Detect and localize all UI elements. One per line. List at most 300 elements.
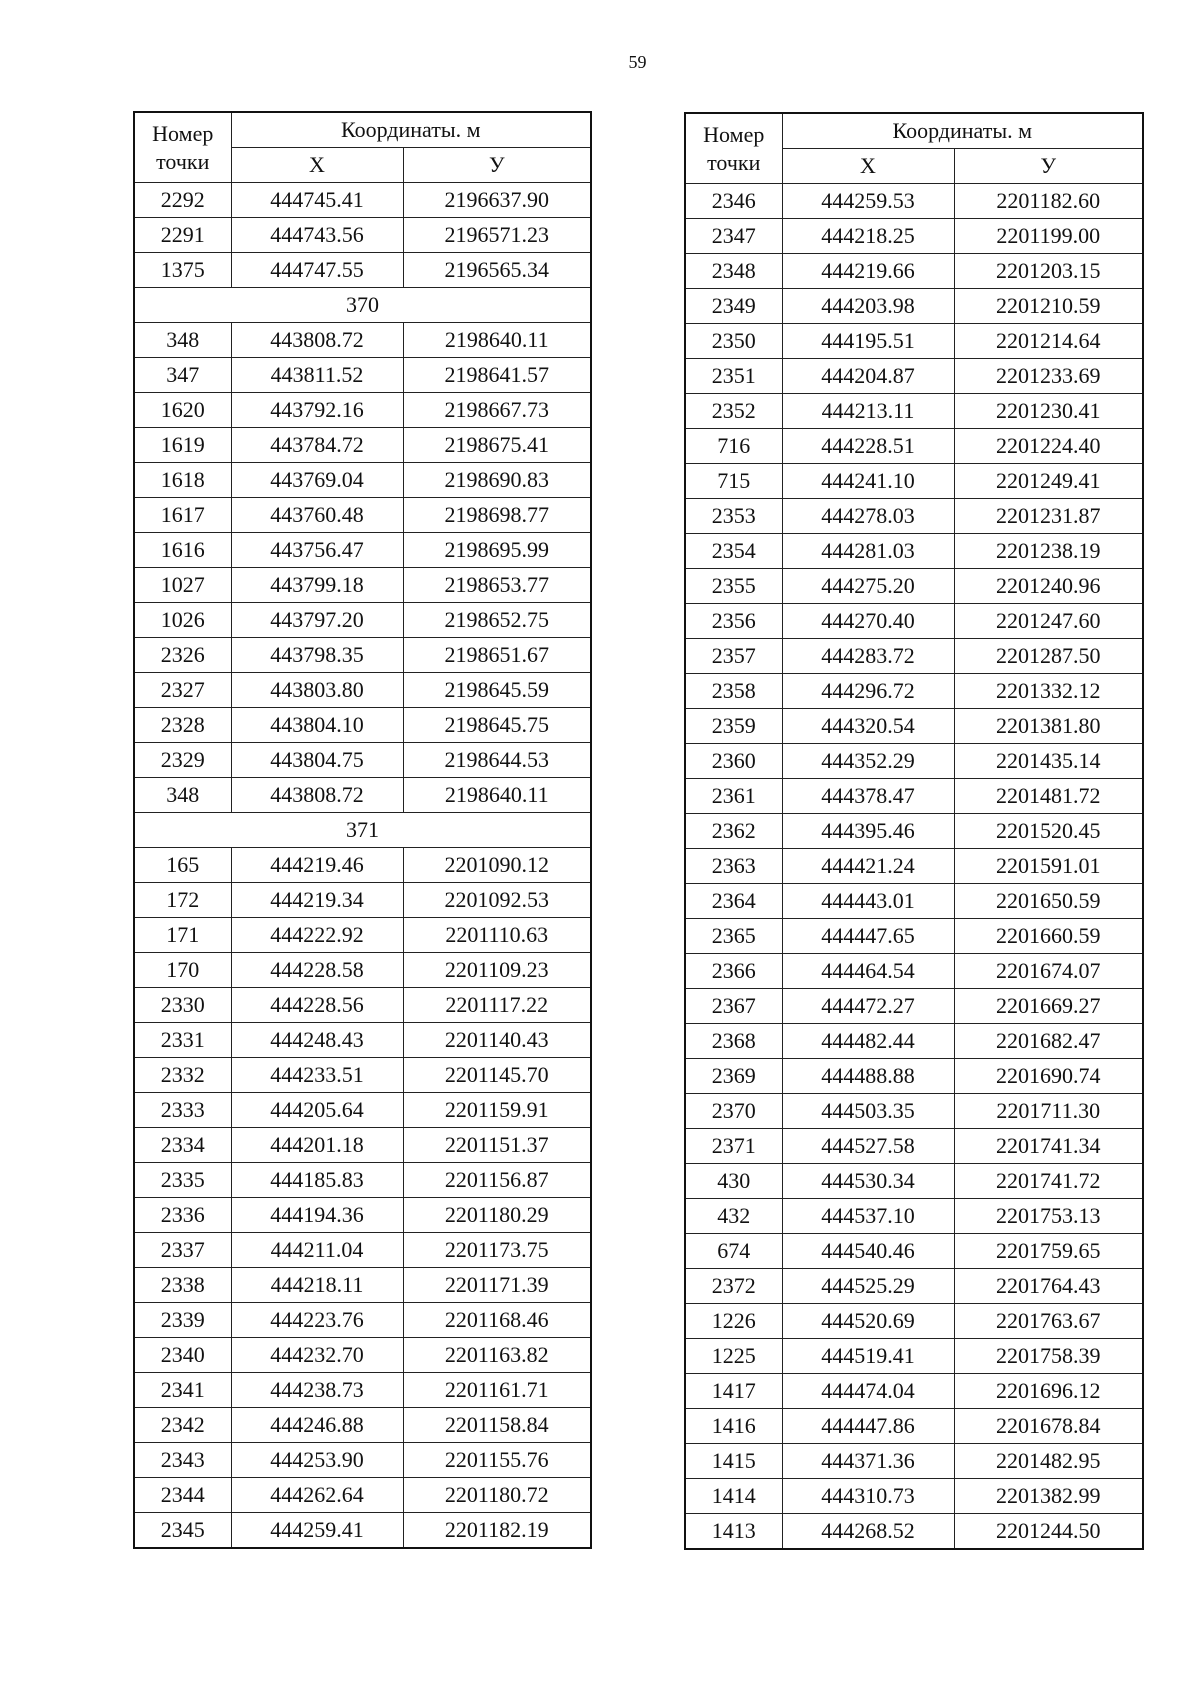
x-coordinate-cell: 444447.86 bbox=[782, 1409, 954, 1444]
table-row bbox=[134, 918, 591, 953]
x-coordinate-cell: 444540.46 bbox=[782, 1234, 954, 1269]
y-coordinate-cell: 2201158.84 bbox=[403, 1408, 591, 1443]
x-coordinate-cell: 443804.75 bbox=[231, 743, 403, 778]
x-coordinate-cell: 444219.66 bbox=[782, 254, 954, 289]
point-number-cell: 715 bbox=[685, 464, 782, 499]
x-coordinate-cell: 444747.55 bbox=[231, 253, 403, 288]
x-coordinate-cell: 444482.44 bbox=[782, 1024, 954, 1059]
y-coordinate-cell: 2198651.67 bbox=[403, 638, 591, 673]
x-coordinate-cell: 444204.87 bbox=[782, 359, 954, 394]
point-number-cell: 2338 bbox=[134, 1268, 231, 1303]
point-number-header bbox=[685, 113, 782, 184]
y-coordinate-cell: 2201247.60 bbox=[954, 604, 1143, 639]
x-coordinate-cell: 444222.92 bbox=[231, 918, 403, 953]
table-row bbox=[134, 1303, 591, 1338]
table-row bbox=[134, 778, 591, 813]
x-coordinate-cell: 444211.04 bbox=[231, 1233, 403, 1268]
right-table-body bbox=[685, 184, 1143, 1550]
y-coordinate-cell: 2198653.77 bbox=[403, 568, 591, 603]
x-coordinate-cell: 444371.36 bbox=[782, 1444, 954, 1479]
point-number-cell: 2366 bbox=[685, 954, 782, 989]
x-coordinate-cell: 444474.04 bbox=[782, 1374, 954, 1409]
x-coordinate-cell: 443756.47 bbox=[231, 533, 403, 568]
y-coordinate-cell: 2201669.27 bbox=[954, 989, 1143, 1024]
point-number-cell: 2368 bbox=[685, 1024, 782, 1059]
point-number-header-line1: Номер bbox=[152, 120, 214, 146]
y-coordinate-cell: 2201690.74 bbox=[954, 1059, 1143, 1094]
point-number-cell: 171 bbox=[134, 918, 231, 953]
point-number-cell: 2371 bbox=[685, 1129, 782, 1164]
y-coordinate-cell: 2201696.12 bbox=[954, 1374, 1143, 1409]
y-coordinate-cell: 2198644.53 bbox=[403, 743, 591, 778]
x-coordinate-cell: 443811.52 bbox=[231, 358, 403, 393]
table-row bbox=[134, 323, 591, 358]
x-coordinate-cell: 444464.54 bbox=[782, 954, 954, 989]
y-coordinate-cell: 2198640.11 bbox=[403, 778, 591, 813]
y-coordinate-cell: 2201090.12 bbox=[403, 848, 591, 883]
point-number-cell: 2344 bbox=[134, 1478, 231, 1513]
y-coordinate-cell: 2201520.45 bbox=[954, 814, 1143, 849]
point-number-cell: 1413 bbox=[685, 1514, 782, 1550]
table-row bbox=[134, 883, 591, 918]
point-number-cell: 1026 bbox=[134, 603, 231, 638]
y-coordinate-cell: 2196637.90 bbox=[403, 183, 591, 218]
x-coordinate-cell: 444310.73 bbox=[782, 1479, 954, 1514]
table-row bbox=[134, 1128, 591, 1163]
table-row bbox=[134, 253, 591, 288]
point-number-cell: 2349 bbox=[685, 289, 782, 324]
x-coordinate-cell: 444219.34 bbox=[231, 883, 403, 918]
table-row bbox=[134, 1268, 591, 1303]
x-coordinate-cell: 444519.41 bbox=[782, 1339, 954, 1374]
point-number-cell: 2359 bbox=[685, 709, 782, 744]
x-coordinate-cell: 444275.20 bbox=[782, 569, 954, 604]
point-number-cell: 2364 bbox=[685, 884, 782, 919]
table-row bbox=[134, 1163, 591, 1198]
point-number-cell: 1414 bbox=[685, 1479, 782, 1514]
x-coordinate-cell: 444488.88 bbox=[782, 1059, 954, 1094]
point-number-cell: 2328 bbox=[134, 708, 231, 743]
point-number-cell: 2372 bbox=[685, 1269, 782, 1304]
y-header: У bbox=[954, 149, 1143, 184]
point-number-cell: 2330 bbox=[134, 988, 231, 1023]
table-row bbox=[134, 603, 591, 638]
x-coordinate-cell: 444527.58 bbox=[782, 1129, 954, 1164]
point-number-cell: 2356 bbox=[685, 604, 782, 639]
point-number-header bbox=[134, 112, 231, 183]
table-row bbox=[134, 358, 591, 393]
table-row bbox=[685, 1164, 1143, 1199]
table-row bbox=[685, 289, 1143, 324]
y-coordinate-cell: 2201759.65 bbox=[954, 1234, 1143, 1269]
point-number-cell: 1417 bbox=[685, 1374, 782, 1409]
table-row bbox=[685, 954, 1143, 989]
point-number-cell: 2357 bbox=[685, 639, 782, 674]
table-row bbox=[685, 779, 1143, 814]
table-row bbox=[685, 219, 1143, 254]
point-number-cell: 2343 bbox=[134, 1443, 231, 1478]
x-coordinate-cell: 444283.72 bbox=[782, 639, 954, 674]
table-row bbox=[685, 1374, 1143, 1409]
table-row bbox=[134, 393, 591, 428]
table-row bbox=[685, 1339, 1143, 1374]
x-coordinate-cell: 444268.52 bbox=[782, 1514, 954, 1550]
table-row bbox=[685, 1304, 1143, 1339]
point-number-cell: 172 bbox=[134, 883, 231, 918]
point-number-cell: 2329 bbox=[134, 743, 231, 778]
point-number-cell: 2291 bbox=[134, 218, 231, 253]
y-coordinate-cell: 2201741.34 bbox=[954, 1129, 1143, 1164]
y-coordinate-cell: 2201238.19 bbox=[954, 534, 1143, 569]
y-coordinate-cell: 2201163.82 bbox=[403, 1338, 591, 1373]
table-row bbox=[685, 359, 1143, 394]
point-number-cell: 2347 bbox=[685, 219, 782, 254]
section-row bbox=[134, 288, 591, 323]
point-number-cell: 432 bbox=[685, 1199, 782, 1234]
x-coordinate-cell: 444395.46 bbox=[782, 814, 954, 849]
x-coordinate-cell: 444259.41 bbox=[231, 1513, 403, 1549]
x-coordinate-cell: 443799.18 bbox=[231, 568, 403, 603]
y-coordinate-cell: 2201155.76 bbox=[403, 1443, 591, 1478]
point-number-cell: 1619 bbox=[134, 428, 231, 463]
table-row bbox=[134, 568, 591, 603]
table-row bbox=[134, 1513, 591, 1549]
table-row bbox=[134, 708, 591, 743]
x-coordinate-cell: 444203.98 bbox=[782, 289, 954, 324]
table-row bbox=[134, 1198, 591, 1233]
y-coordinate-cell: 2201159.91 bbox=[403, 1093, 591, 1128]
point-number-cell: 170 bbox=[134, 953, 231, 988]
point-number-cell: 2367 bbox=[685, 989, 782, 1024]
table-row bbox=[134, 1443, 591, 1478]
y-coordinate-cell: 2201110.63 bbox=[403, 918, 591, 953]
table-row bbox=[685, 674, 1143, 709]
table-row bbox=[134, 428, 591, 463]
point-number-cell: 716 bbox=[685, 429, 782, 464]
x-coordinate-cell: 444503.35 bbox=[782, 1094, 954, 1129]
y-coordinate-cell: 2201151.37 bbox=[403, 1128, 591, 1163]
left-table-body bbox=[134, 183, 591, 1549]
point-number-cell: 1618 bbox=[134, 463, 231, 498]
table-row bbox=[134, 218, 591, 253]
point-number-cell: 2358 bbox=[685, 674, 782, 709]
point-number-cell: 2341 bbox=[134, 1373, 231, 1408]
x-coordinate-cell: 444219.46 bbox=[231, 848, 403, 883]
table-row bbox=[134, 1023, 591, 1058]
x-coordinate-cell: 444296.72 bbox=[782, 674, 954, 709]
x-coordinate-cell: 443803.80 bbox=[231, 673, 403, 708]
x-coordinate-cell: 444201.18 bbox=[231, 1128, 403, 1163]
table-row bbox=[685, 1479, 1143, 1514]
point-number-cell: 2332 bbox=[134, 1058, 231, 1093]
y-coordinate-cell: 2201650.59 bbox=[954, 884, 1143, 919]
y-coordinate-cell: 2201214.64 bbox=[954, 324, 1143, 359]
x-coordinate-cell: 444259.53 bbox=[782, 184, 954, 219]
x-coordinate-cell: 443792.16 bbox=[231, 393, 403, 428]
x-coordinate-cell: 444195.51 bbox=[782, 324, 954, 359]
table-row bbox=[134, 743, 591, 778]
x-coordinate-cell: 444262.64 bbox=[231, 1478, 403, 1513]
point-number-header-line1: Номер bbox=[703, 121, 765, 147]
point-number-cell: 347 bbox=[134, 358, 231, 393]
y-coordinate-cell: 2198690.83 bbox=[403, 463, 591, 498]
point-number-cell: 2340 bbox=[134, 1338, 231, 1373]
x-coordinate-cell: 444232.70 bbox=[231, 1338, 403, 1373]
y-coordinate-cell: 2198645.75 bbox=[403, 708, 591, 743]
x-coordinate-cell: 444218.25 bbox=[782, 219, 954, 254]
point-number-cell: 2361 bbox=[685, 779, 782, 814]
table-row bbox=[685, 1059, 1143, 1094]
x-coordinate-cell: 444194.36 bbox=[231, 1198, 403, 1233]
x-coordinate-cell: 444530.34 bbox=[782, 1164, 954, 1199]
y-coordinate-cell: 2201140.43 bbox=[403, 1023, 591, 1058]
table-row bbox=[134, 183, 591, 218]
table-row bbox=[685, 254, 1143, 289]
x-coordinate-cell: 444238.73 bbox=[231, 1373, 403, 1408]
x-coordinate-cell: 444218.11 bbox=[231, 1268, 403, 1303]
coordinates-header: Координаты. м bbox=[231, 112, 591, 148]
y-coordinate-cell: 2198641.57 bbox=[403, 358, 591, 393]
x-coordinate-cell: 444743.56 bbox=[231, 218, 403, 253]
point-number-cell: 2337 bbox=[134, 1233, 231, 1268]
table-row bbox=[685, 394, 1143, 429]
x-coordinate-cell: 443760.48 bbox=[231, 498, 403, 533]
table-row bbox=[134, 1093, 591, 1128]
y-coordinate-cell: 2201287.50 bbox=[954, 639, 1143, 674]
point-number-cell: 2334 bbox=[134, 1128, 231, 1163]
y-coordinate-cell: 2201231.87 bbox=[954, 499, 1143, 534]
point-number-cell: 1375 bbox=[134, 253, 231, 288]
table-row bbox=[685, 1269, 1143, 1304]
x-coordinate-cell: 444270.40 bbox=[782, 604, 954, 639]
table-row bbox=[685, 1024, 1143, 1059]
y-coordinate-cell: 2201182.60 bbox=[954, 184, 1143, 219]
table-row bbox=[685, 1409, 1143, 1444]
y-coordinate-cell: 2201180.29 bbox=[403, 1198, 591, 1233]
y-coordinate-cell: 2198667.73 bbox=[403, 393, 591, 428]
y-coordinate-cell: 2201224.40 bbox=[954, 429, 1143, 464]
table-row bbox=[685, 814, 1143, 849]
table-row bbox=[685, 1094, 1143, 1129]
y-coordinate-cell: 2198645.59 bbox=[403, 673, 591, 708]
y-coordinate-cell: 2201199.00 bbox=[954, 219, 1143, 254]
table-row bbox=[134, 463, 591, 498]
x-coordinate-cell: 444241.10 bbox=[782, 464, 954, 499]
table-row bbox=[685, 1234, 1143, 1269]
table-row bbox=[685, 499, 1143, 534]
y-coordinate-cell: 2196565.34 bbox=[403, 253, 591, 288]
point-number-cell: 165 bbox=[134, 848, 231, 883]
table-row bbox=[134, 953, 591, 988]
table-row bbox=[685, 849, 1143, 884]
x-coordinate-cell: 443769.04 bbox=[231, 463, 403, 498]
x-header: Х bbox=[782, 149, 954, 184]
x-coordinate-cell: 444205.64 bbox=[231, 1093, 403, 1128]
x-coordinate-cell: 444213.11 bbox=[782, 394, 954, 429]
point-number-cell: 2335 bbox=[134, 1163, 231, 1198]
y-coordinate-cell: 2201109.23 bbox=[403, 953, 591, 988]
point-number-cell: 430 bbox=[685, 1164, 782, 1199]
table-row bbox=[134, 848, 591, 883]
table-row bbox=[134, 988, 591, 1023]
x-coordinate-cell: 444185.83 bbox=[231, 1163, 403, 1198]
x-coordinate-cell: 444443.01 bbox=[782, 884, 954, 919]
table-row bbox=[685, 1199, 1143, 1234]
table-row bbox=[685, 1514, 1143, 1550]
table-row bbox=[134, 1408, 591, 1443]
y-coordinate-cell: 2201161.71 bbox=[403, 1373, 591, 1408]
table-row bbox=[685, 709, 1143, 744]
table-row bbox=[685, 429, 1143, 464]
point-number-cell: 1225 bbox=[685, 1339, 782, 1374]
y-coordinate-cell: 2201249.41 bbox=[954, 464, 1143, 499]
y-coordinate-cell: 2198652.75 bbox=[403, 603, 591, 638]
point-number-cell: 1617 bbox=[134, 498, 231, 533]
point-number-cell: 2351 bbox=[685, 359, 782, 394]
x-coordinate-cell: 444745.41 bbox=[231, 183, 403, 218]
point-number-cell: 2354 bbox=[685, 534, 782, 569]
x-coordinate-cell: 444421.24 bbox=[782, 849, 954, 884]
point-number-cell: 1415 bbox=[685, 1444, 782, 1479]
x-coordinate-cell: 443798.35 bbox=[231, 638, 403, 673]
point-number-cell: 2363 bbox=[685, 849, 782, 884]
y-coordinate-cell: 2201240.96 bbox=[954, 569, 1143, 604]
point-number-cell: 674 bbox=[685, 1234, 782, 1269]
table-row bbox=[134, 1373, 591, 1408]
y-coordinate-cell: 2201156.87 bbox=[403, 1163, 591, 1198]
x-coordinate-cell: 444278.03 bbox=[782, 499, 954, 534]
table-row bbox=[134, 1058, 591, 1093]
table-row bbox=[134, 1233, 591, 1268]
table-row bbox=[685, 534, 1143, 569]
x-coordinate-cell: 444253.90 bbox=[231, 1443, 403, 1478]
table-row bbox=[134, 1338, 591, 1373]
y-coordinate-cell: 2201171.39 bbox=[403, 1268, 591, 1303]
coordinates-table-right bbox=[684, 112, 1144, 1550]
x-coordinate-cell: 444537.10 bbox=[782, 1199, 954, 1234]
point-number-cell: 2346 bbox=[685, 184, 782, 219]
x-coordinate-cell: 444233.51 bbox=[231, 1058, 403, 1093]
point-number-cell: 2353 bbox=[685, 499, 782, 534]
point-number-cell: 1620 bbox=[134, 393, 231, 428]
y-coordinate-cell: 2201758.39 bbox=[954, 1339, 1143, 1374]
point-number-cell: 2352 bbox=[685, 394, 782, 429]
point-number-header-line2: точки bbox=[707, 149, 761, 175]
y-coordinate-cell: 2201117.22 bbox=[403, 988, 591, 1023]
x-coordinate-cell: 444525.29 bbox=[782, 1269, 954, 1304]
table-row bbox=[134, 673, 591, 708]
x-coordinate-cell: 443784.72 bbox=[231, 428, 403, 463]
point-number-cell: 2327 bbox=[134, 673, 231, 708]
x-coordinate-cell: 444378.47 bbox=[782, 779, 954, 814]
table-row bbox=[685, 884, 1143, 919]
x-coordinate-cell: 443797.20 bbox=[231, 603, 403, 638]
point-number-cell: 2333 bbox=[134, 1093, 231, 1128]
x-coordinate-cell: 444223.76 bbox=[231, 1303, 403, 1338]
x-coordinate-cell: 444248.43 bbox=[231, 1023, 403, 1058]
y-coordinate-cell: 2201230.41 bbox=[954, 394, 1143, 429]
point-number-cell: 2292 bbox=[134, 183, 231, 218]
x-header: Х bbox=[231, 148, 403, 183]
table-row bbox=[685, 184, 1143, 219]
section-row bbox=[134, 813, 591, 848]
x-coordinate-cell: 444228.58 bbox=[231, 953, 403, 988]
section-number: 370 bbox=[134, 288, 591, 323]
y-coordinate-cell: 2196571.23 bbox=[403, 218, 591, 253]
x-coordinate-cell: 444228.56 bbox=[231, 988, 403, 1023]
y-coordinate-cell: 2201145.70 bbox=[403, 1058, 591, 1093]
y-coordinate-cell: 2198675.41 bbox=[403, 428, 591, 463]
x-coordinate-cell: 444352.29 bbox=[782, 744, 954, 779]
point-number-cell: 348 bbox=[134, 323, 231, 358]
y-coordinate-cell: 2201173.75 bbox=[403, 1233, 591, 1268]
point-number-cell: 2342 bbox=[134, 1408, 231, 1443]
table-row bbox=[685, 464, 1143, 499]
x-coordinate-cell: 444320.54 bbox=[782, 709, 954, 744]
x-coordinate-cell: 443804.10 bbox=[231, 708, 403, 743]
table-row bbox=[685, 1129, 1143, 1164]
table-row bbox=[685, 1444, 1143, 1479]
y-coordinate-cell: 2201182.19 bbox=[403, 1513, 591, 1549]
point-number-cell: 2362 bbox=[685, 814, 782, 849]
y-coordinate-cell: 2201381.80 bbox=[954, 709, 1143, 744]
coordinates-table-left bbox=[133, 111, 592, 1549]
point-number-cell: 348 bbox=[134, 778, 231, 813]
point-number-cell: 2370 bbox=[685, 1094, 782, 1129]
x-coordinate-cell: 443808.72 bbox=[231, 778, 403, 813]
point-number-cell: 2348 bbox=[685, 254, 782, 289]
point-number-cell: 2336 bbox=[134, 1198, 231, 1233]
y-coordinate-cell: 2201741.72 bbox=[954, 1164, 1143, 1199]
point-number-cell: 1616 bbox=[134, 533, 231, 568]
y-coordinate-cell: 2201244.50 bbox=[954, 1514, 1143, 1550]
table-row bbox=[685, 989, 1143, 1024]
x-coordinate-cell: 444246.88 bbox=[231, 1408, 403, 1443]
point-number-cell: 2345 bbox=[134, 1513, 231, 1549]
y-coordinate-cell: 2201764.43 bbox=[954, 1269, 1143, 1304]
y-coordinate-cell: 2201660.59 bbox=[954, 919, 1143, 954]
table-row bbox=[685, 919, 1143, 954]
point-number-header-line2: точки bbox=[156, 148, 210, 174]
page-number: 59 bbox=[628, 52, 647, 72]
table-row bbox=[685, 744, 1143, 779]
point-number-cell: 2331 bbox=[134, 1023, 231, 1058]
y-coordinate-cell: 2198695.99 bbox=[403, 533, 591, 568]
y-coordinate-cell: 2201332.12 bbox=[954, 674, 1143, 709]
y-coordinate-cell: 2201168.46 bbox=[403, 1303, 591, 1338]
point-number-cell: 2355 bbox=[685, 569, 782, 604]
point-number-cell: 1416 bbox=[685, 1409, 782, 1444]
y-coordinate-cell: 2201435.14 bbox=[954, 744, 1143, 779]
point-number-cell: 1027 bbox=[134, 568, 231, 603]
point-number-cell: 2365 bbox=[685, 919, 782, 954]
y-coordinate-cell: 2201682.47 bbox=[954, 1024, 1143, 1059]
x-coordinate-cell: 444228.51 bbox=[782, 429, 954, 464]
table-row bbox=[685, 569, 1143, 604]
table-row bbox=[134, 1478, 591, 1513]
y-coordinate-cell: 2198640.11 bbox=[403, 323, 591, 358]
point-number-cell: 2350 bbox=[685, 324, 782, 359]
x-coordinate-cell: 444520.69 bbox=[782, 1304, 954, 1339]
x-coordinate-cell: 444281.03 bbox=[782, 534, 954, 569]
y-coordinate-cell: 2201591.01 bbox=[954, 849, 1143, 884]
y-coordinate-cell: 2201678.84 bbox=[954, 1409, 1143, 1444]
point-number-cell: 2369 bbox=[685, 1059, 782, 1094]
table-row bbox=[685, 639, 1143, 674]
y-coordinate-cell: 2201203.15 bbox=[954, 254, 1143, 289]
y-coordinate-cell: 2201180.72 bbox=[403, 1478, 591, 1513]
table-row bbox=[685, 604, 1143, 639]
